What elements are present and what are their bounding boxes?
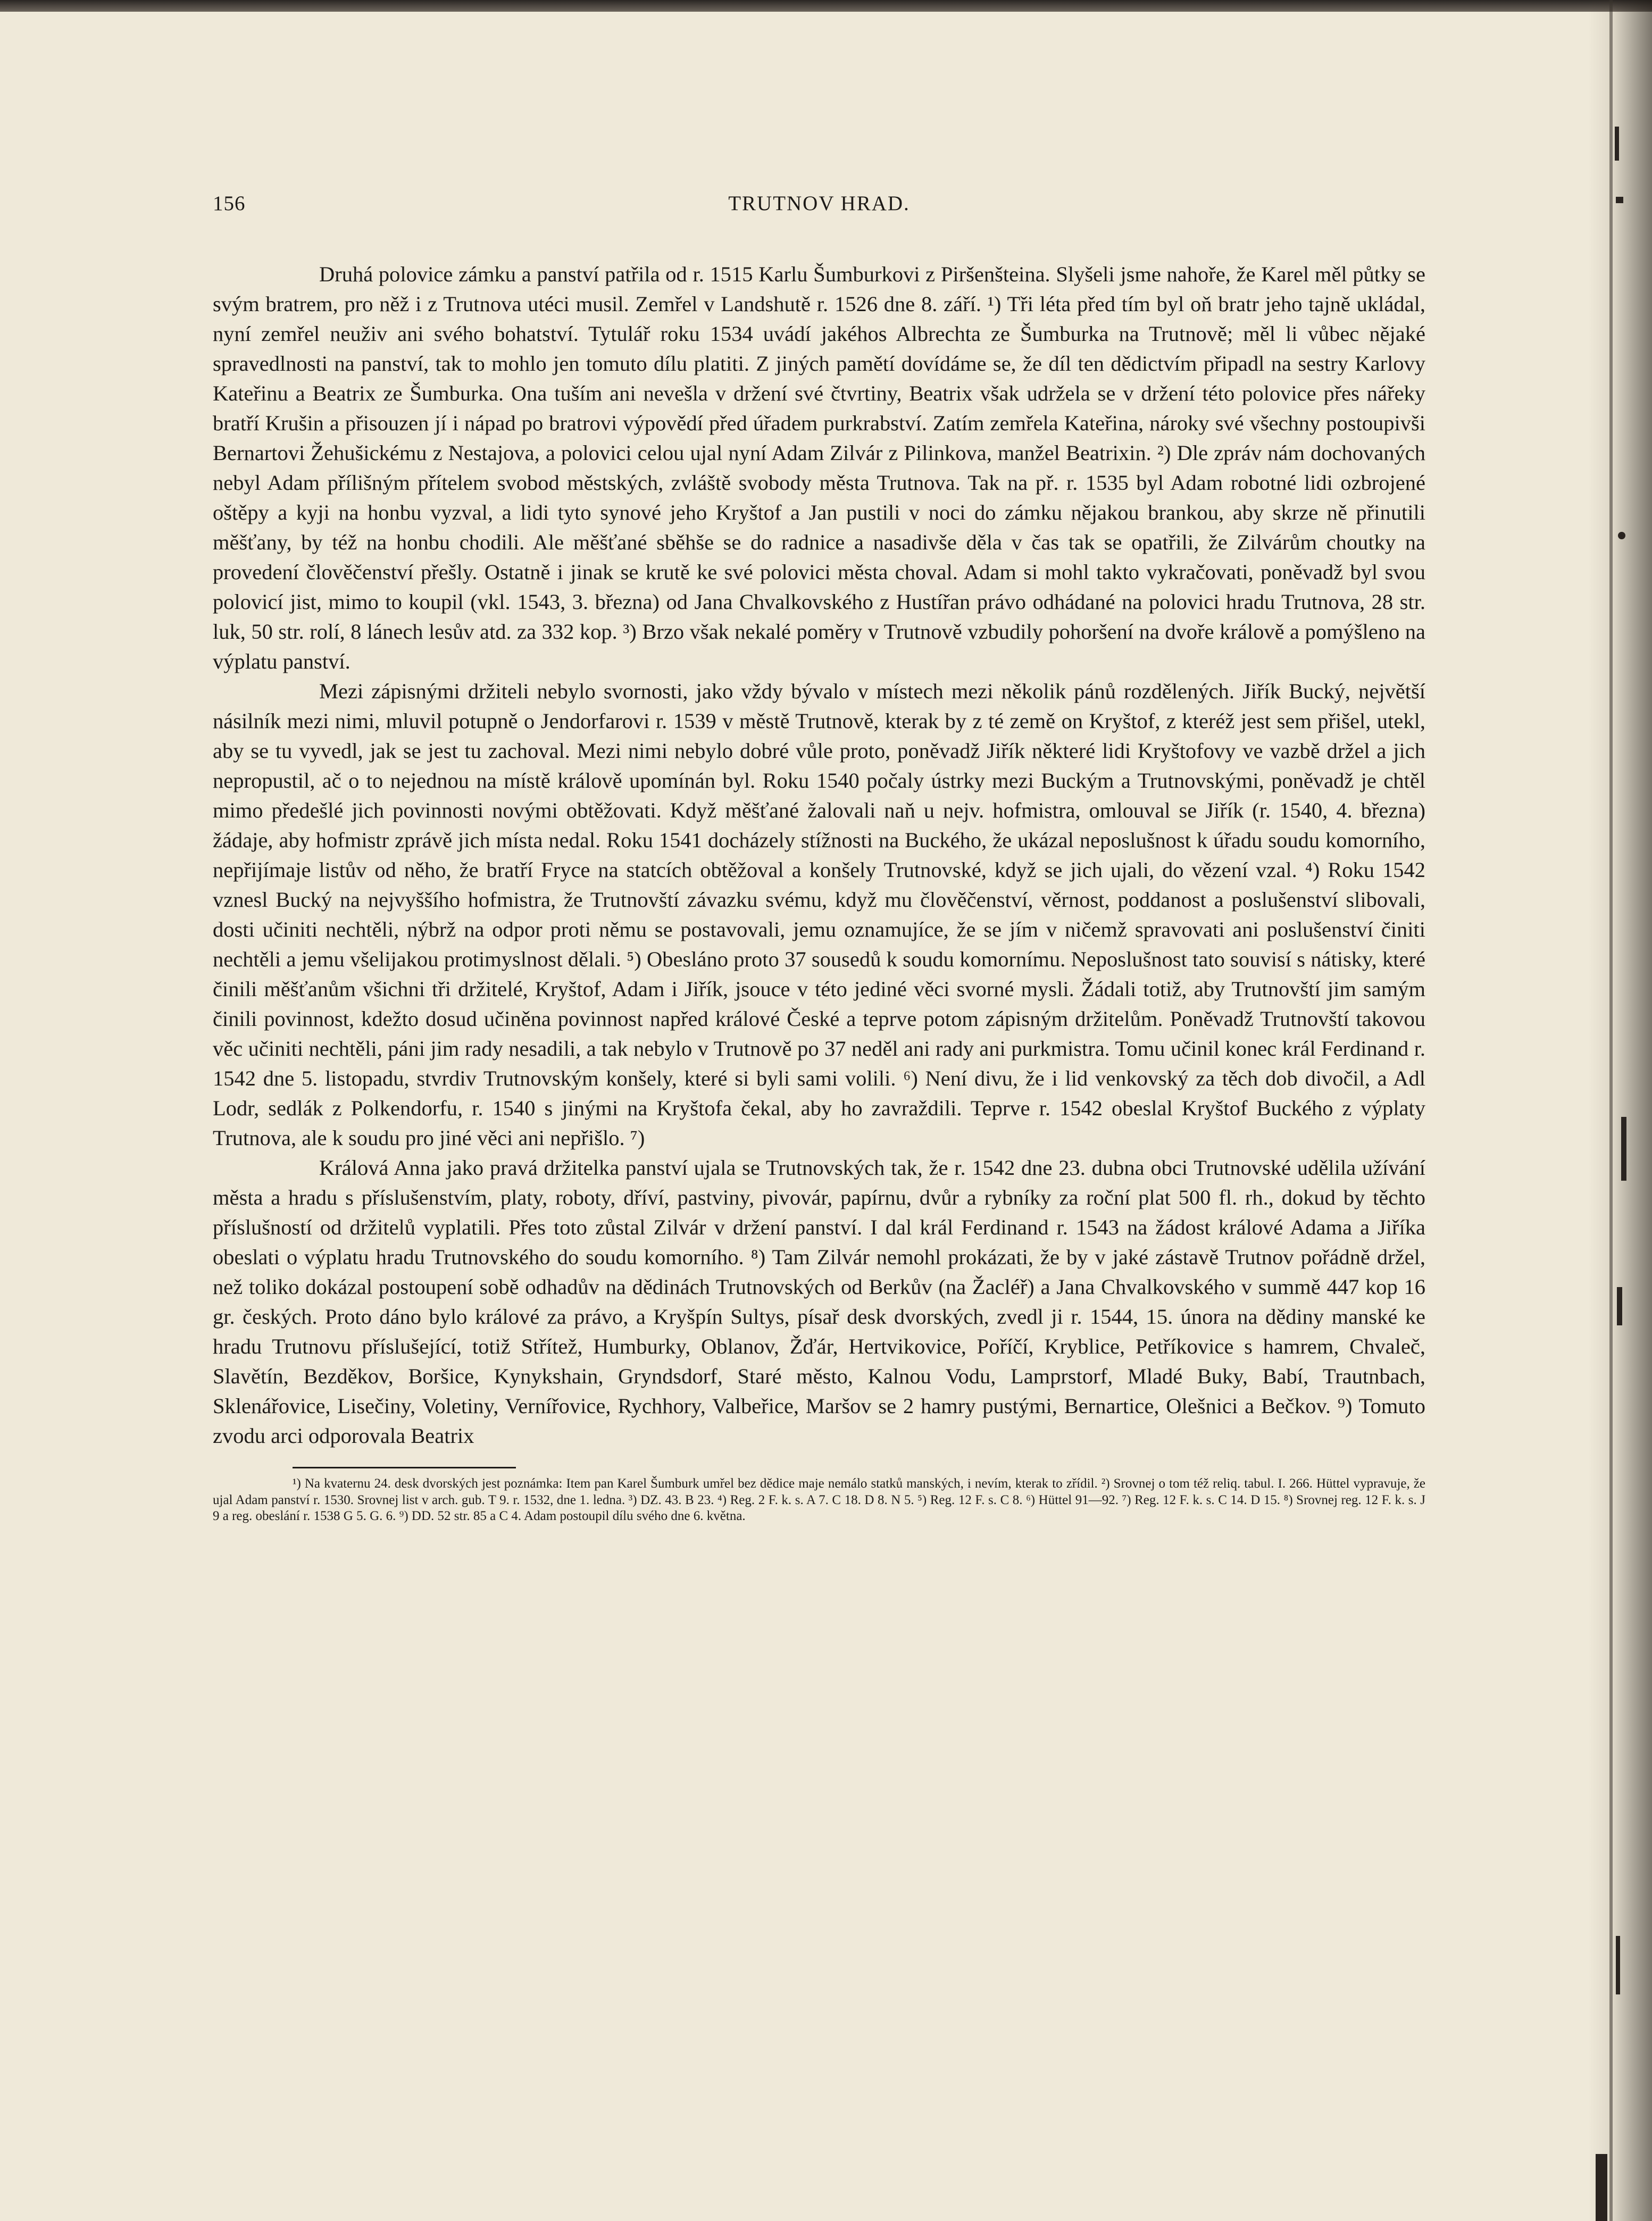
footnotes: [213, 1476, 1425, 1525]
scan-artifact: [1616, 1936, 1620, 1994]
footnote-rule: [293, 1467, 516, 1468]
book-page: [213, 191, 1425, 1525]
page-header: [213, 191, 1425, 223]
scan-artifact: [1616, 197, 1623, 203]
paragraph: Králová Anna jako pravá držitelka panství ujala se Trutnovských tak, že r. 1542 dne 23. dubna obci Trutnovské udělila užívání města a hradu s příslušenstvím, platy, roboty, dříví, pastviny, pivovár, papírnu, dvůr a rybníky za roční plat 500 fl. rh., dokud by těchto příslušností od držitelů vyplatili. Přes toto zůstal Zilvár v držení panství. I dal král Ferdinand r. 1543 na žádost králové Adama a Jiříka obeslati o výplatu hradu Trutnovského do soudu komorního. ⁸) Tam Zilvár nemohl prokázati, že by v jaké zástavě Trutnov pořádně držel, než toliko dokázal postoupení sobě odhadův na dědinách Trutnovských od Berkův (na Žacléř) a Jana Chvalkovského v summě 447 kop 16 gr. českých. Proto dáno bylo králové za právo, a Kryšpín Sultys, písař desk dvorských, zvedl ji r. 1544, 15. února na dědiny manské ke hradu Trutnovu příslušející, totiž Střítež, Humburky, Oblanov, Žďár, Hertvikovice, Poříčí, Kryblice, Petříkovice s hamrem, Chvaleč, Slavětín, Bezděkov, Boršice, Kynykshain, Gryndsdorf, Staré město, Kalnou Vodu, Lamprstorf, Mladé Buky, Babí, Trautnbach, Sklenářovice, Lisečiny, Voletiny, Vernířovice, Rychhory, Valbeřice, Maršov se 2 hamry pustými, Bernartice, Olešnici a Bečkov. ⁹) Tomuto zvodu arci odporovala Beatrix: [213, 1156, 1425, 1448]
scan-artifact: [1621, 1117, 1626, 1181]
page-gutter-shadow: [1588, 0, 1652, 2221]
scan-artifact: [1617, 1287, 1622, 1325]
paragraph: Druhá polovice zámku a panství patřila od r. 1515 Karlu Šumburkovi z Piršenšteina. Slyšeli jsme nahoře, že Karel měl půtky se svým bratrem, pro něž i z Trutnova utéci musil. Zemřel v Landshutě r. 1526 dne 8. září. ¹) Tři léta před tím byl oň bratr jeho tajně ukládal, nyní zemřel neuživ ani svého bohatství. Tytulář roku 1534 uvádí jakéhos Albrechta ze Šumburka na Trutnově; měl li vůbec nějaké spravedlnosti na panství, tak to mohlo jen tomuto dílu platiti. Z jiných pamětí dovídáme se, že díl ten dědictvím připadl na sestry Karlovy Kateřinu a Beatrix ze Šumburka. Ona tuším ani nevešla v držení své čtvrtiny, Beatrix však udržela se v držení této polovice přes nářeky bratří Krušin a přisouzen jí i nápad po bratrovi výpovědí před úřadem purkrabství. Zatím zemřela Kateřina, nároky své všechny postoupivši Bernartovi Žehušickému z Nestajova, a polovici celou ujal nyní Adam Zilvár z Pilinkova, manžel Beatrixin. ²) Dle zpráv nám dochovaných nebyl Adam přílišným přítelem svobod městských, zvláště svobody města Trutnova. Tak na př. r. 1535 byl Adam robotné lidi ozbrojené oštěpy a kyji na honbu vyzval, a lidi tyto synové jeho Kryštof a Jan pustili v noci do zámku nějakou brankou, aby skrze ně přinutili měšťany, by též na honbu chodili. Ale měšťané sběhše se do radnice a nasadivše děla v čas tak se opatřili, že Zilvárům choutky na provedení člověčenství přešly. Ostatně i jinak se krutě ke své polovici města choval. Adam si mohl takto vykračovati, poněvadž byl svou polovicí jist, mimo to koupil (vkl. 1543, 3. března) od Jana Chvalkovského z Hustířan právo odhádané na polovici hradu Trutnova, 28 str. luk, 50 str. rolí, 8 lánech lesův atd. za 332 kop. ³) Brzo však nekalé poměry v Trutnově vzbudily pohoršení na dvoře králově a pomýšleno na výplatu panství.: [213, 262, 1425, 673]
body-text: [213, 260, 1425, 1451]
footnote-text: ¹) Na kvaternu 24. desk dvorských jest poznámka: Item pan Karel Šumburk umřel bez dědice maje nemálo statků manských, i nevím, kterak to zřídil. ²) Srovnej o tom též reliq. tabul. I. 266. Hüttel vypravuje, že ujal Adam panství r. 1530. Srovnej list v arch. gub. T 9. r. 1532, dne 1. ledna. ³) DZ. 43. B 23. ⁴) Reg. 2 F. k. s. A 7. C 18. D 8. N 5. ⁵) Reg. 12 F. s. C 8. ⁶) Hüttel 91—92. ⁷) Reg. 12 F. k. s. C 14. D 15. ⁸) Srovnej reg. 12 F. k. s. J 9 a reg. obeslání r. 1538 G 5. G. 6. ⁹) DD. 52 str. 85 a C 4. Adam postoupil dílu svého dne 6. května.: [213, 1476, 1425, 1523]
paragraph: Mezi zápisnými držiteli nebylo svornosti, jako vždy bývalo v místech mezi několik pánů rozdělených. Jiřík Bucký, největší násilník mezi nimi, mluvil potupně o Jendorfarovi r. 1539 v městě Trutnově, kterak by z té země on Kryštof, z kteréž jest sem přišel, utekl, aby se tu vyvedl, jak se jest tu zachoval. Mezi nimi nebylo dobré vůle proto, poněvadž Jiřík některé lidi Kryštofovy ve vazbě držel a jich nepropustil, ač o to nejednou na místě králově upomínán byl. Roku 1540 počaly ústrky mezi Buckým a Trutnovskými, poněvadž je chtěl mimo předešlé jich povinnosti novými obtěžovati. Když měšťané žalovali naň u nejv. hofmistra, omlouval se Jiřík (r. 1540, 4. března) žádaje, aby hofmistr zprávě jich místa nedal. Roku 1541 docházely stížnosti na Buckého, že ukázal neposlušnost k úřadu soudu komorního, nepřijímaje listův od něho, že bratří Fryce na statcích obtěžoval a konšely Trutnovské, když se jich ujali, do vězení vzal. ⁴) Roku 1542 vznesl Bucký na nejvyššího hofmistra, že Trutnovští závazku svému, když mu člověčenství, věrnost, poddanost a poslušenství slibovali, dosti učiniti nechtěli, nýbrž na odpor proti němu se postavovali, jemu oznamujíce, že se jím v ničemž spravovati ani poslušenství činiti nechtěli a jemu všelijakou protimyslnost dělali. ⁵) Obesláno proto 37 sousedů k soudu komornímu. Neposlušnost tato souvisí s nátisky, které činili měšťanům všichni tři držitelé, Kryštof, Adam i Jiřík, jsouce v této jediné věci svorné mysli. Žádali totiž, aby Trutnovští jim samým činili povinnost, kdežto dosud učiněna povinnost napřed králové České a teprve potom zápisným držitelům. Poněvadž Trutnovští takovou věc učiniti nechtěli, páni jim rady nesadili, a tak nebylo v Trutnově po 37 neděl ani rady ani purkmistra. Tomu učinil konec král Ferdinand r. 1542 dne 5. listopadu, stvrdiv Trutnovským konšely, které si byli sami volili. ⁶) Není divu, že i lid venkovský za těch dob divočil, a Adl Lodr, sedlák z Polkendorfu, r. 1540 s jinými na Kryštofa čekal, aby ho zavraždili. Teprve r. 1542 obeslal Kryštof Buckého z výplaty Trutnova, ale k soudu pro jiné věci ani nepřišlo. ⁷): [213, 679, 1425, 1150]
scan-top-edge: [0, 0, 1652, 12]
scan-artifact: [1596, 2154, 1607, 2221]
scan-artifact: [1615, 127, 1619, 161]
page-number: 156: [213, 192, 246, 215]
scan-artifact: [1618, 532, 1625, 539]
running-title: TRUTNOV HRAD.: [728, 192, 910, 215]
page-edge: [1609, 0, 1613, 2221]
